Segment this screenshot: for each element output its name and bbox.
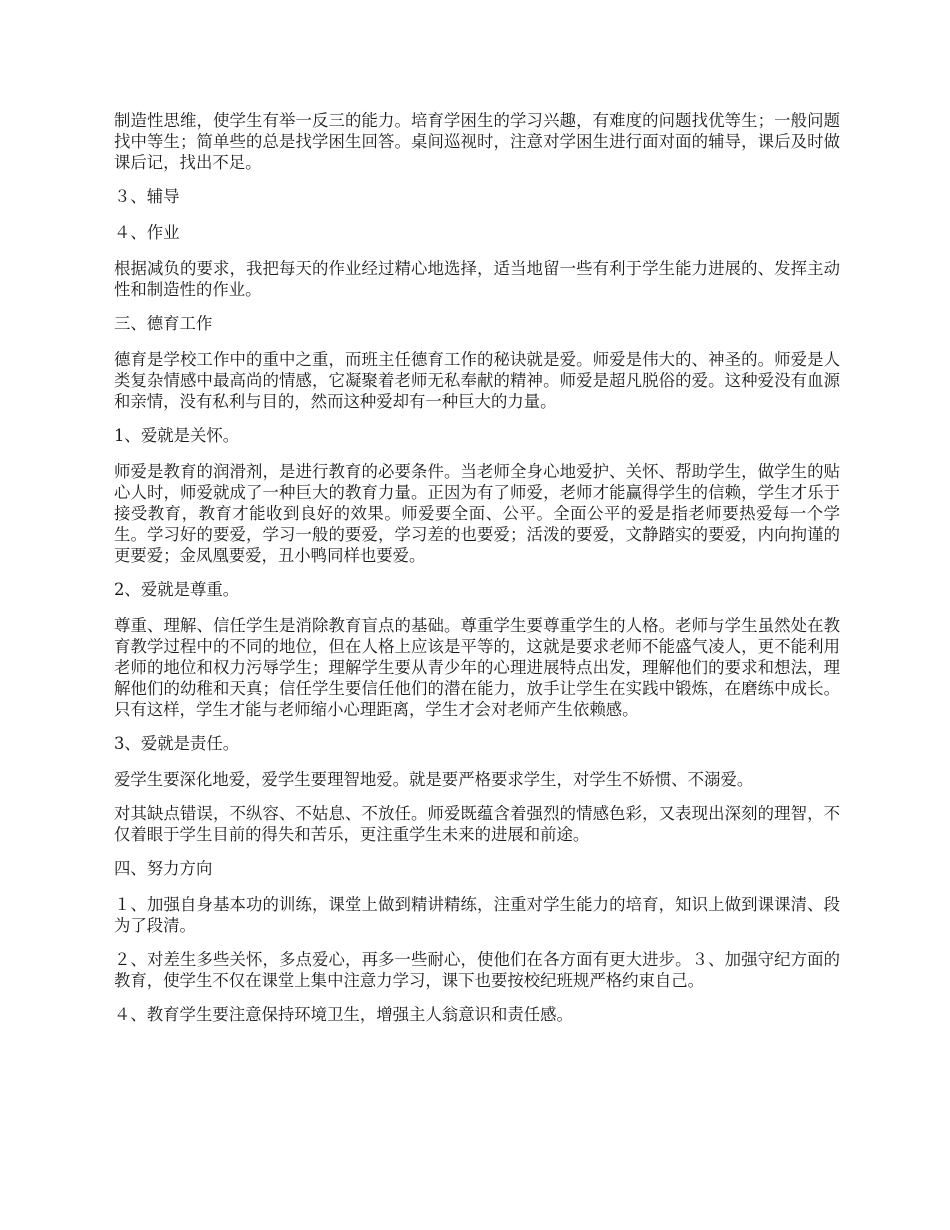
paragraph-love-is-respect: 尊重、理解、信任学生是消除教育盲点的基础。尊重学生要尊重学生的人格。老师与学生虽然处在教育教学过程中的不同的地位，但在人格上应该是平等的，这就是要求老师不能盛气凌人，更不能利用老师的地位和权力污辱学生；理解学生要从青少年的心理进展特点出发，理解他们的要求和想法，理解他们的幼稚和天真；信任学生要信任他们的潜在能力，放手让学生在实践中锻炼，在磨练中成长。只有这样，学生才能与老师缩小心理距离，学生才会对老师产生依赖感。 (114, 616, 840, 719)
paragraph-effort-4: ４、教育学生要注意保持环境卫生，增强主人翁意识和责任感。 (114, 1005, 573, 1024)
paragraph-love-is-care: 师爱是教育的润滑剂，是进行教育的必要条件。当老师全身心地爱护、关怀、帮助学生，做学生的贴心人时，师爱就成了一种巨大的教育力量。正因为有了师爱，老师才能赢得学生的信赖，学生才乐于接受教育，教育才能收到良好的效果。师爱要全面、公平。全面公平的爱是指老师要热爱每一个学生。学习好的要爱，学习一般的要爱，学习差的也要爱；活泼的要爱，文静踏实的要爱，内向拘谨的更要爱；金凤凰要爱，丑小鸭同样也要爱。 (114, 462, 840, 565)
paragraph-faults: 对其缺点错误，不纵容、不姑息、不放任。师爱既蕴含着强烈的情感色彩，又表现出深刻的理智，不仅着眼于学生目前的得失和苦乐，更注重学生未来的进展和前途。 (114, 804, 840, 844)
paragraph-thinking: 制造性思维，使学生有举一反三的能力。培育学困生的学习兴趣，有难度的问题找优等生；一般问题找中等生；简单些的总是找学困生回答。桌间巡视时，注意对学困生进行面对面的辅导，课后及时做课后记，找出不足。 (114, 111, 840, 172)
paragraph-love-is-responsibility: 爱学生要深化地爱，爱学生要理智地爱。就是要严格要求学生，对学生不娇惯、不溺爱。 (114, 770, 754, 789)
heading-tutoring: ３、辅导 (114, 187, 180, 206)
paragraph-effort-1: １、加强自身基本功的训练，课堂上做到精讲精练，注重对学生能力的培育，知识上做到课课清、段为了段清。 (114, 895, 840, 935)
section-heading-effort-direction: 四、努力方向 (114, 859, 213, 878)
paragraph-moral-education: 德育是学校工作中的重中之重，而班主任德育工作的秘诀就是爱。师爱是伟大的、神圣的。师爱是人类复杂情感中最高尚的情感，它凝聚着老师无私奉献的精神。师爱是超凡脱俗的爱。这种爱没有血源和亲情，没有私利与目的，然而这种爱却有一种巨大的力量。 (114, 350, 840, 411)
heading-love-is-care: 1、爱就是关怀。 (114, 426, 240, 445)
paragraph-homework: 根据减负的要求，我把每天的作业经过精心地选择，适当地留一些有利于学生能力进展的、发挥主动性和制造性的作业。 (114, 259, 840, 299)
document-page (114, 110, 840, 1038)
section-heading-moral-education: 三、德育工作 (114, 314, 213, 333)
heading-homework: ４、作业 (114, 223, 180, 242)
heading-love-is-responsibility: 3、爱就是责任。 (114, 734, 240, 753)
paragraph-effort-2-3: ２、对差生多些关怀，多点爱心，再多一些耐心，使他们在各方面有更大进步。３、加强守纪方面的教育，使学生不仅在课堂上集中注意力学习，课下也要按校纪班规严格约束自己。 (114, 950, 840, 990)
heading-love-is-respect: 2、爱就是尊重。 (114, 580, 240, 599)
